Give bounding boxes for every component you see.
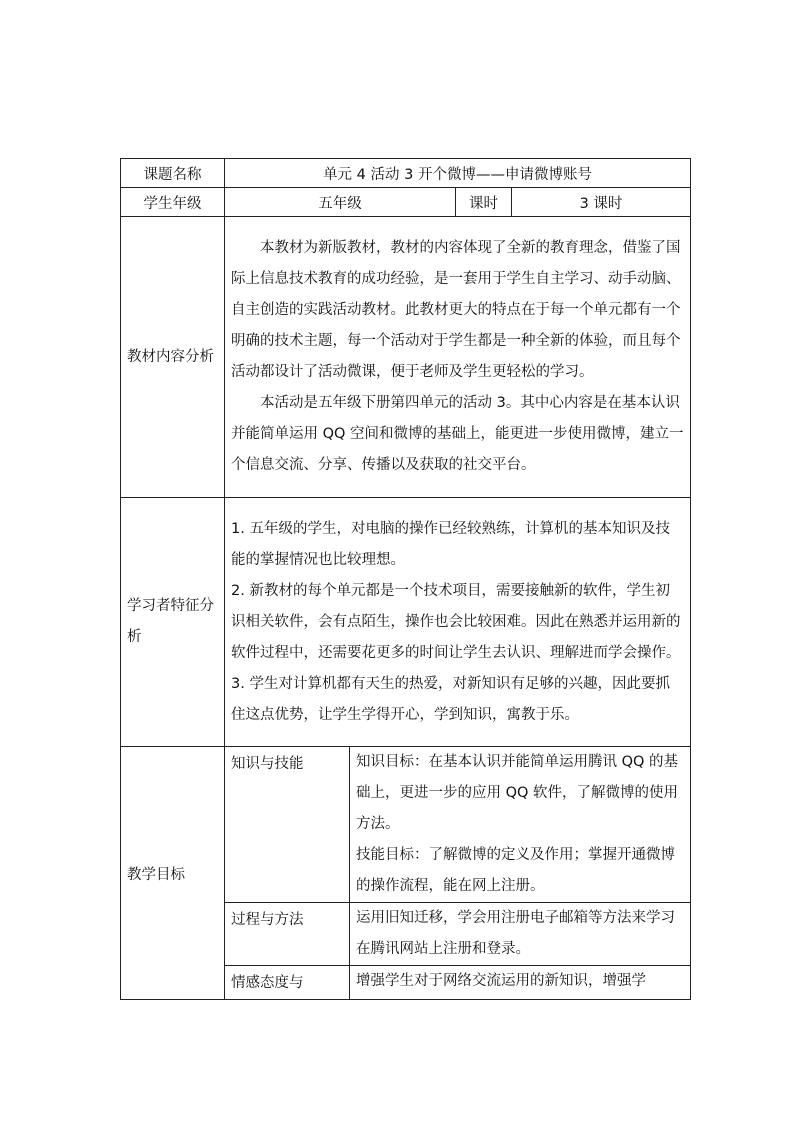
material-analysis-label: 教材内容分析 xyxy=(121,217,225,498)
learner-analysis-row xyxy=(121,498,691,747)
goal-paragraph: 技能目标：了解微博的定义及作用；掌握开通微博的操作流程，能在网上注册。 xyxy=(356,847,675,894)
goal-paragraph: 增强学生对于网络交流运用的新知识，增强学 xyxy=(356,973,646,989)
material-paragraph: 本教材为新版教材，教材的内容体现了全新的教育理念，借鉴了国际上信息技术教育的成功经验，是一套用于学生自主学习、动手动脑、自主创造的实践活动教材。此教材更大的特点在于每一个单元都有一个明确的技术主题，每一个活动对于学生都是一种全新的体验，而且每个活动都设计了活动微课，便于老师及学生更轻松的学习。 xyxy=(231,240,681,380)
learner-paragraph: 2. 新教材的每个单元都是一个技术项目，需要接触新的软件，学生初识相关软件，会有点陌生，操作也会比较困难。因此在熟悉并运用新的软件过程中，还需要花更多的时间让学生去认识、理解进而学会操作。 xyxy=(231,582,681,661)
material-analysis-content xyxy=(225,217,691,498)
goal-emotion-label: 情感态度与 xyxy=(225,966,350,1000)
learner-analysis-label: 学习者特征分析 xyxy=(121,498,225,747)
goal-process-label: 过程与方法 xyxy=(225,903,350,966)
learner-analysis-content xyxy=(225,498,691,747)
material-analysis-row xyxy=(121,217,691,498)
grade-value: 五年级 xyxy=(225,188,456,217)
hours-value: 3 课时 xyxy=(512,188,691,217)
grade-label: 学生年级 xyxy=(121,188,225,217)
material-paragraph: 本活动是五年级下册第四单元的活动 3。其中心内容是在基本认识并能简单运用 QQ 空间和微博的基础上，能更进一步使用微博，建立一个信息交流、分享、传播以及获取的社交平台。 xyxy=(231,395,684,473)
teaching-goals-label: 教学目标 xyxy=(121,747,225,1000)
lesson-plan-table xyxy=(120,158,691,1000)
goal-knowledge-label: 知识与技能 xyxy=(225,747,350,903)
goal-knowledge-content xyxy=(350,747,691,903)
goal-knowledge-row xyxy=(121,747,691,903)
goal-process-content xyxy=(350,903,691,966)
course-name-row xyxy=(121,159,691,188)
hours-label: 课时 xyxy=(456,188,512,217)
learner-paragraph: 3. 学生对计算机都有天生的热爱，对新知识有足够的兴趣，因此要抓住这点优势，让学生学得开心，学到知识，寓教于乐。 xyxy=(231,675,670,723)
learner-paragraph: 1. 五年级的学生，对电脑的操作已经较熟练，计算机的基本知识及技能的掌握情况也比较理想。 xyxy=(231,520,670,568)
course-name-label: 课题名称 xyxy=(121,159,225,188)
goal-paragraph: 知识目标：在基本认识并能简单运用腾讯 QQ 的基础上，更进一步的应用 QQ 软件，了解微博的使用方法。 xyxy=(356,754,679,832)
grade-row xyxy=(121,188,691,217)
goal-paragraph: 运用旧知迁移，学会用注册电子邮箱等方法来学习在腾讯网站上注册和登录。 xyxy=(356,910,675,957)
goal-emotion-content xyxy=(350,966,691,1000)
course-name-value: 单元 4 活动 3 开个微博——申请微博账号 xyxy=(225,159,691,188)
